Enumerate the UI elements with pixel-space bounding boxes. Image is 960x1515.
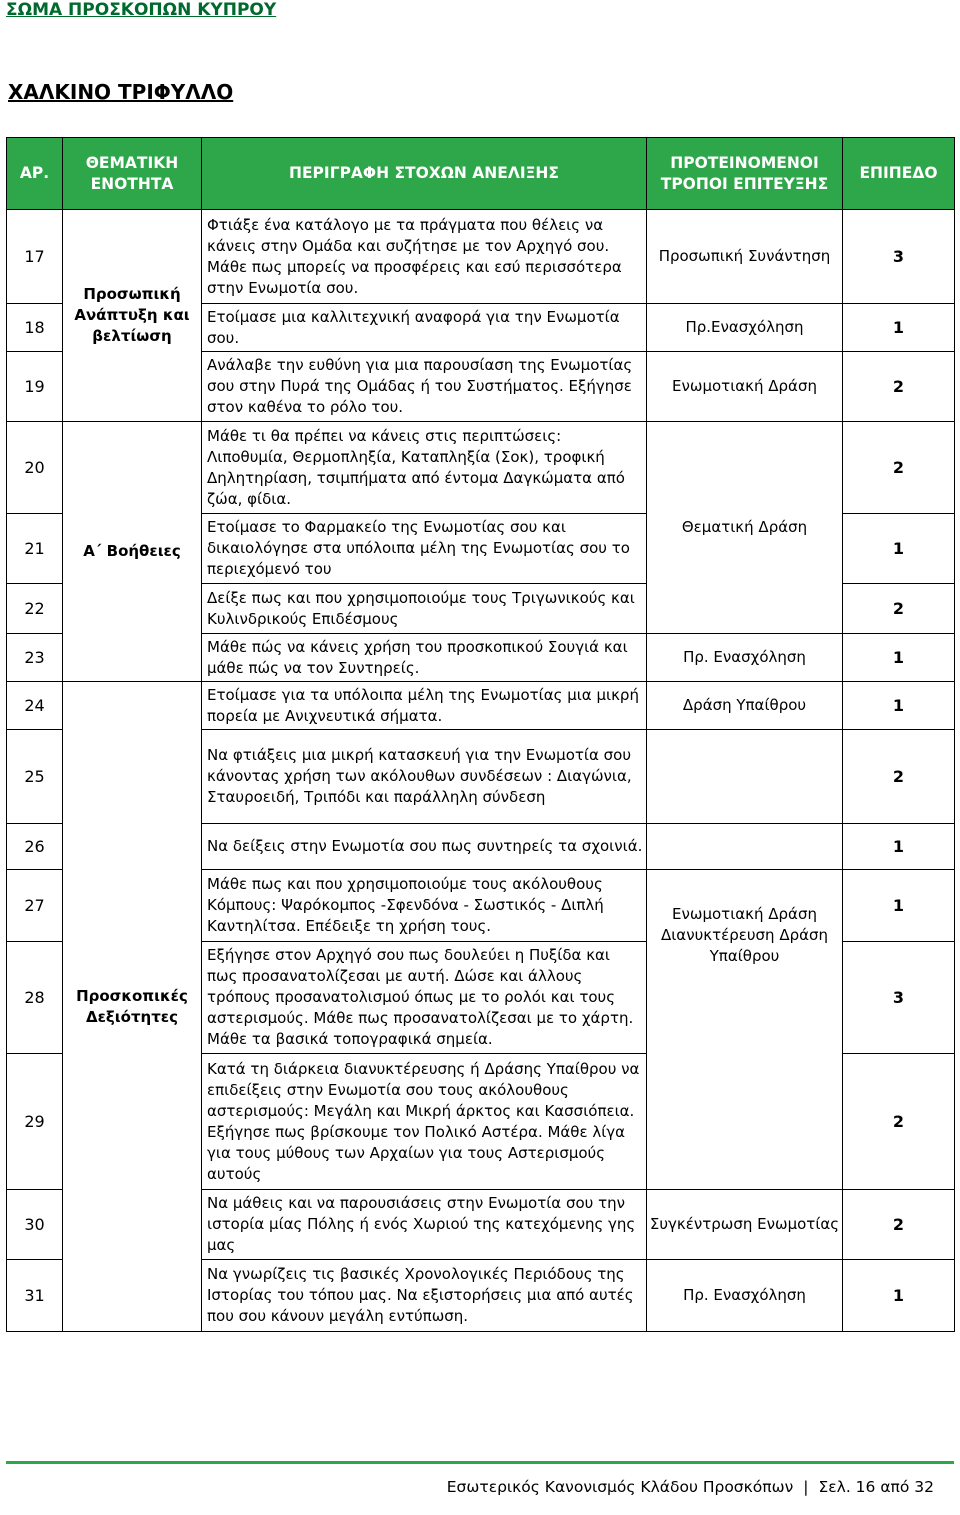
row-number: 25 [7, 730, 63, 824]
row-number: 30 [7, 1190, 63, 1260]
level-cell: 1 [843, 634, 955, 682]
goal-description: Ετοίμασε για τα υπόλοιπα μέλη της Ενωμοτίας μια μικρή πορεία με Ανιχνευτικά σήματα. [202, 682, 647, 730]
goal-description: Ετοίμασε το Φαρμακείο της Ενωμοτίας σου και δικαιολόγησε στα υπόλοιπα μέλη της Ενωμοτίας σου το περιεχόμενό του [202, 514, 647, 584]
row-number: 21 [7, 514, 63, 584]
page-footer [447, 1478, 934, 1496]
level-cell: 2 [843, 352, 955, 422]
way-cell: Συγκέντρωση Ενωμοτίας [647, 1190, 843, 1260]
theme-personal-development: Προσωπική Ανάπτυξη και βελτίωση [63, 210, 202, 422]
row-number: 26 [7, 824, 63, 870]
level-cell: 2 [843, 584, 955, 634]
row-number: 31 [7, 1260, 63, 1332]
goal-description: Μάθε πώς να κάνεις χρήση του προσκοπικού Σουγιά και μάθε πώς να τον Συντηρείς. [202, 634, 647, 682]
header-level: ΕΠΙΠΕΔΟ [843, 138, 955, 210]
table-row [7, 210, 955, 304]
theme-first-aid: Α΄ Βοήθειες [63, 422, 202, 682]
level-cell: 1 [843, 514, 955, 584]
footer-separator: | [803, 1478, 809, 1496]
table-row [7, 422, 955, 514]
level-cell: 1 [843, 824, 955, 870]
goal-description: Ετοίμασε μια καλλιτεχνική αναφορά για την Ενωμοτία σου. [202, 304, 647, 352]
footer-document-name: Εσωτερικός Κανονισμός Κλάδου Προσκόπων [446, 1478, 794, 1496]
org-title: ΣΩΜΑ ΠΡΟΣΚΟΠΩΝ ΚΥΠΡΟΥ [6, 0, 277, 20]
table-header-row [7, 138, 955, 210]
footer-rule [6, 1461, 954, 1464]
goal-description: Να δείξεις στην Ενωμοτία σου πως συντηρείς τα σχοινιά. [202, 824, 647, 870]
way-cell [647, 824, 843, 870]
way-cell: Πρ. Ενασχόληση [647, 634, 843, 682]
level-cell: 1 [843, 682, 955, 730]
way-cell: Πρ.Ενασχόληση [647, 304, 843, 352]
row-number: 22 [7, 584, 63, 634]
way-cell: Ενωμοτιακή Δράση Διανυκτέρευση Δράση Υπαίθρου [647, 870, 843, 1190]
goal-description: Κατά τη διάρκεια διανυκτέρευσης ή Δράσης Υπαίθρου να επιδείξεις στην Ενωμοτία σου τους ακόλουθους αστερισμούς: Μεγάλη και Μικρή άρκτος και Κασσιόπεια. Εξήγησε πως βρίσκουμε τον Πολικό Αστέρα. Μάθε λίγα για τους μύθους των Αρχαίων για τους Αστερισμούς αυτούς [202, 1054, 647, 1190]
way-cell [647, 730, 843, 824]
goal-description: Να μάθεις και να παρουσιάσεις στην Ενωμοτία σου την ιστορία μίας Πόλης ή ενός Χωριού της κατεχόμενης γης μας [202, 1190, 647, 1260]
row-number: 28 [7, 942, 63, 1054]
level-cell: 2 [843, 1054, 955, 1190]
way-cell: Πρ. Ενασχόληση [647, 1260, 843, 1332]
header-ways: ΠΡΟΤΕΙΝΟΜΕΝΟΙ ΤΡΟΠΟΙ ΕΠΙΤΕΥΞΗΣ [647, 138, 843, 210]
row-number: 17 [7, 210, 63, 304]
goal-description: Να φτιάξεις μια μικρή κατασκευή για την Ενωμοτία σου κάνοντας χρήση των ακόλουθων συνδέσεων : Διαγώνια, Σταυροειδή, Τριπόδι και παράλληλη σύνδεση [202, 730, 647, 824]
level-cell: 3 [843, 210, 955, 304]
header-description: ΠΕΡΙΓΡΑΦΗ ΣΤΟΧΩΝ ΑΝΕΛΙΞΗΣ [202, 138, 647, 210]
level-cell: 1 [843, 304, 955, 352]
goal-description: Να γνωρίζεις τις βασικές Χρονολογικές Περιόδους της Ιστορίας του τόπου μας. Να εξιστορήσεις μια από αυτές που σου κάνουν μεγάλη εντύπωση. [202, 1260, 647, 1332]
row-number: 27 [7, 870, 63, 942]
goal-description: Φτιάξε ένα κατάλογο με τα πράγματα που θέλεις να κάνεις στην Ομάδα και συζήτησε με τον Αρχηγό σου. Μάθε πως μπορείς να προσφέρεις και εσύ περισσότερα στην Ενωμοτία σου. [202, 210, 647, 304]
row-number: 24 [7, 682, 63, 730]
row-number: 18 [7, 304, 63, 352]
way-cell: Δράση Υπαίθρου [647, 682, 843, 730]
footer-page-number: Σελ. 16 από 32 [818, 1478, 934, 1496]
row-number: 29 [7, 1054, 63, 1190]
level-cell: 2 [843, 422, 955, 514]
level-cell: 2 [843, 1190, 955, 1260]
way-cell: Ενωμοτιακή Δράση [647, 352, 843, 422]
theme-scout-skills: Προσκοπικές Δεξιότητες [63, 682, 202, 1332]
row-number: 20 [7, 422, 63, 514]
level-cell: 2 [843, 730, 955, 824]
goals-table [6, 137, 955, 1332]
way-cell: Προσωπική Συνάντηση [647, 210, 843, 304]
table-row [7, 682, 955, 730]
row-number: 23 [7, 634, 63, 682]
goal-description: Εξήγησε στον Αρχηγό σου πως δουλεύει η Πυξίδα και πως προσανατολίζεσαι με αυτή. Δώσε και άλλους τρόπους προσανατολισμού όπως με το ρολόι και τους αστερισμούς. Μάθε πως προσανατολίζεσαι με το χάρτη. Μάθε τα βασικά τοπογραφικά σημεία. [202, 942, 647, 1054]
goal-description: Δείξε πως και που χρησιμοποιούμε τους Τριγωνικούς και Κυλινδρικούς Επιδέσμους [202, 584, 647, 634]
goal-description: Ανάλαβε την ευθύνη για μια παρουσίαση της Ενωμοτίας σου στην Πυρά της Ομάδας ή του Συστήματος. Εξήγησε στον καθένα το ρόλο του. [202, 352, 647, 422]
level-cell: 1 [843, 870, 955, 942]
header-num: ΑΡ. [7, 138, 63, 210]
row-number: 19 [7, 352, 63, 422]
goal-description: Μάθε τι θα πρέπει να κάνεις στις περιπτώσεις: Λιποθυμία, Θερμοπληξία, Καταπληξία (Σοκ), τροφική Δηλητηρίαση, τσιμπήματα από έντομα Δαγκώματα από ζώα, φίδια. [202, 422, 647, 514]
way-cell: Θεματική Δράση [647, 422, 843, 634]
document-title: ΧΑΛΚΙΝΟ ΤΡΙΦΥΛΛΟ [8, 80, 234, 104]
header-theme: ΘΕΜΑΤΙΚΗ ΕΝΟΤΗΤΑ [63, 138, 202, 210]
goal-description: Μάθε πως και που χρησιμοποιούμε τους ακόλουθους Κόμπους: Ψαρόκομπος -Σφενδόνα - Σωστικός - Διπλή Καντηλίτσα. Επέδειξε τη χρήση τους. [202, 870, 647, 942]
level-cell: 1 [843, 1260, 955, 1332]
level-cell: 3 [843, 942, 955, 1054]
